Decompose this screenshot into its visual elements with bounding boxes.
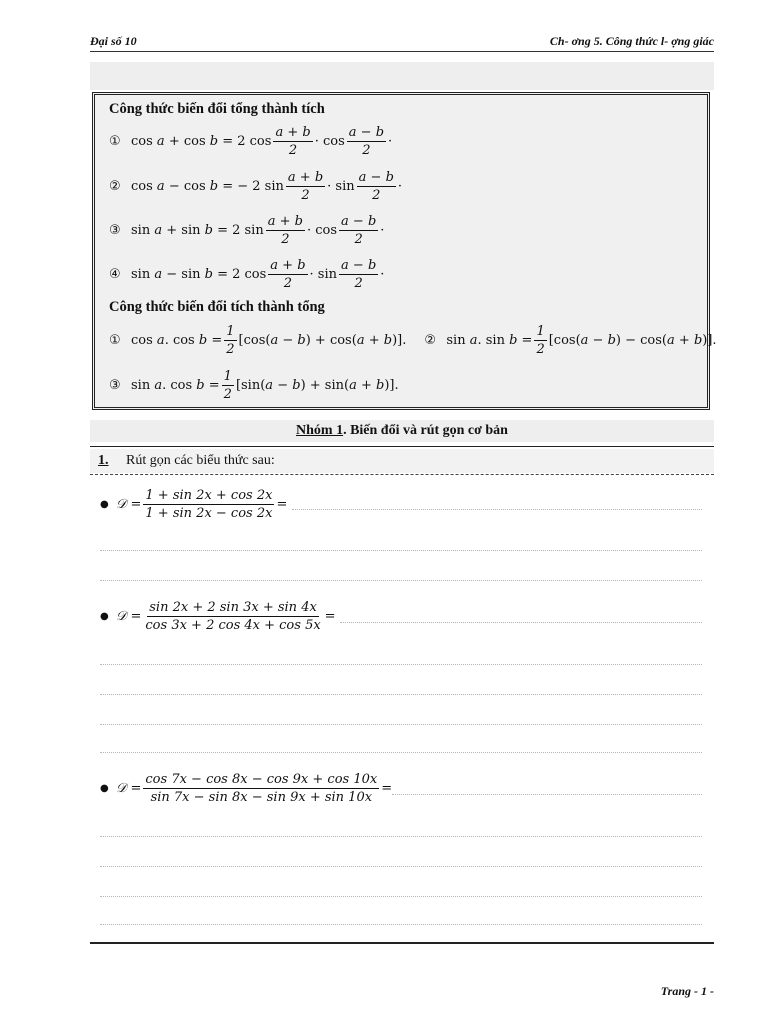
header-divider: [90, 51, 714, 52]
header-subject: Đại số 10: [90, 34, 137, 48]
problem-denominator: sin 7x − sin 8x − sin 9x + sin 10x: [150, 790, 373, 805]
problem-3: ● 𝒟 = $\frac{\cos 7x - \cos 8x - \cos 9x + \cos 10x}{\sin 7x - \sin 8x - \sin 9x + \sin 10x}$ =: [100, 772, 393, 805]
header-band: [90, 62, 714, 90]
answer-line[interactable]: [100, 550, 702, 551]
bullet-icon: ●: [100, 499, 109, 510]
problem-lhs: 𝒟 =: [116, 609, 142, 624]
exercise-number: 1.: [98, 453, 109, 468]
problem-denominator: 1 + sin 2x − cos 2x: [145, 506, 273, 521]
group-title: . Biến đổi và rút gọn cơ bản: [343, 423, 508, 438]
formula-product-3: ③ sin a. cos b = $\frac{1}{2}$ [sin(a − b) + sin(a + b)].: [109, 369, 399, 402]
problem-lhs: 𝒟 =: [116, 781, 142, 796]
exercise-heading: [90, 449, 714, 473]
formula-sum-3: ③ sin a + sin b = 2 sin $\frac{a + b}{2}$ · cos $\frac{a - b}{2}$ ·: [109, 214, 385, 247]
page-header: [90, 34, 714, 50]
bullet-icon: ●: [100, 611, 109, 622]
answer-line[interactable]: [340, 622, 702, 623]
answer-line[interactable]: [292, 509, 702, 510]
marker-p3: ③: [109, 378, 121, 393]
answer-line[interactable]: [100, 896, 702, 897]
header-chapter: Ch- ơng 5. Công thức l- ợng giác: [549, 34, 714, 48]
group-label: Nhóm 1: [296, 423, 344, 438]
problem-numerator: sin 2x + 2 sin 3x + sin 4x: [149, 600, 317, 615]
marker-2: ②: [109, 179, 121, 194]
marker-3: ③: [109, 223, 121, 238]
answer-line[interactable]: [100, 694, 702, 695]
formula-sum-4: ④ sin a − sin b = 2 cos $\frac{a + b}{2}$ · sin $\frac{a - b}{2}$ ·: [109, 258, 385, 291]
answer-line[interactable]: [100, 836, 702, 837]
exercise-text: Rút gọn các biểu thức sau:: [126, 453, 275, 468]
bullet-icon: ●: [100, 783, 109, 794]
exercise-top-rule: [90, 446, 714, 447]
formula-product-1: ① cos a. cos b = $\frac{1}{2}$ [cos(a − b) + cos(a + b)]. ② sin a. sin b = $\frac{1}{2}$ [cos(a − b) − cos(a + b)].: [109, 324, 717, 357]
problem-numerator: 1 + sin 2x + cos 2x: [145, 488, 273, 503]
answer-line[interactable]: [100, 752, 702, 753]
marker-p2: ②: [424, 333, 437, 348]
answer-line[interactable]: [100, 724, 702, 725]
formula-sum-1: ① cos a + cos b = 2 cos $\frac{a + b}{2}$ · cos $\frac{a - b}{2}$ ·: [109, 125, 393, 158]
problem-denominator: cos 3x + 2 cos 4x + cos 5x: [145, 618, 321, 633]
marker-1: ①: [109, 134, 121, 149]
page-number: Trang - 1 -: [660, 984, 714, 998]
group-heading: [90, 420, 714, 442]
answer-line[interactable]: [100, 664, 702, 665]
bottom-rule: [90, 942, 714, 944]
formula-sum-2: ② cos a − cos b = − 2 sin $\frac{a + b}{2}$ · sin $\frac{a - b}{2}$ ·: [109, 170, 403, 203]
problem-lhs: 𝒟 =: [116, 497, 142, 512]
sum-to-product-title: Công thức biến đổi tổng thành tích: [109, 101, 325, 117]
problem-numerator: cos 7x − cos 8x − cos 9x + cos 10x: [145, 772, 378, 787]
formula-box: [92, 92, 717, 410]
answer-line[interactable]: [100, 924, 702, 925]
product-to-sum-title: Công thức biến đổi tích thành tổng: [109, 299, 325, 315]
answer-line[interactable]: [392, 794, 702, 795]
answer-line[interactable]: [100, 866, 702, 867]
marker-p1: ①: [109, 333, 121, 348]
marker-4: ④: [109, 267, 121, 282]
problem-2: ● 𝒟 = $\frac{\sin 2x + 2 \sin 3x + \sin 4x}{\cos 3x + 2 \cos 4x + \cos 5x}$ =: [100, 600, 336, 633]
answer-line[interactable]: [100, 580, 702, 581]
problem-1: ● 𝒟 = $\frac{1 + \sin 2x + \cos 2x}{1 + \sin 2x - \cos 2x}$ =: [100, 488, 288, 521]
exercise-dashed-rule: [90, 474, 714, 475]
